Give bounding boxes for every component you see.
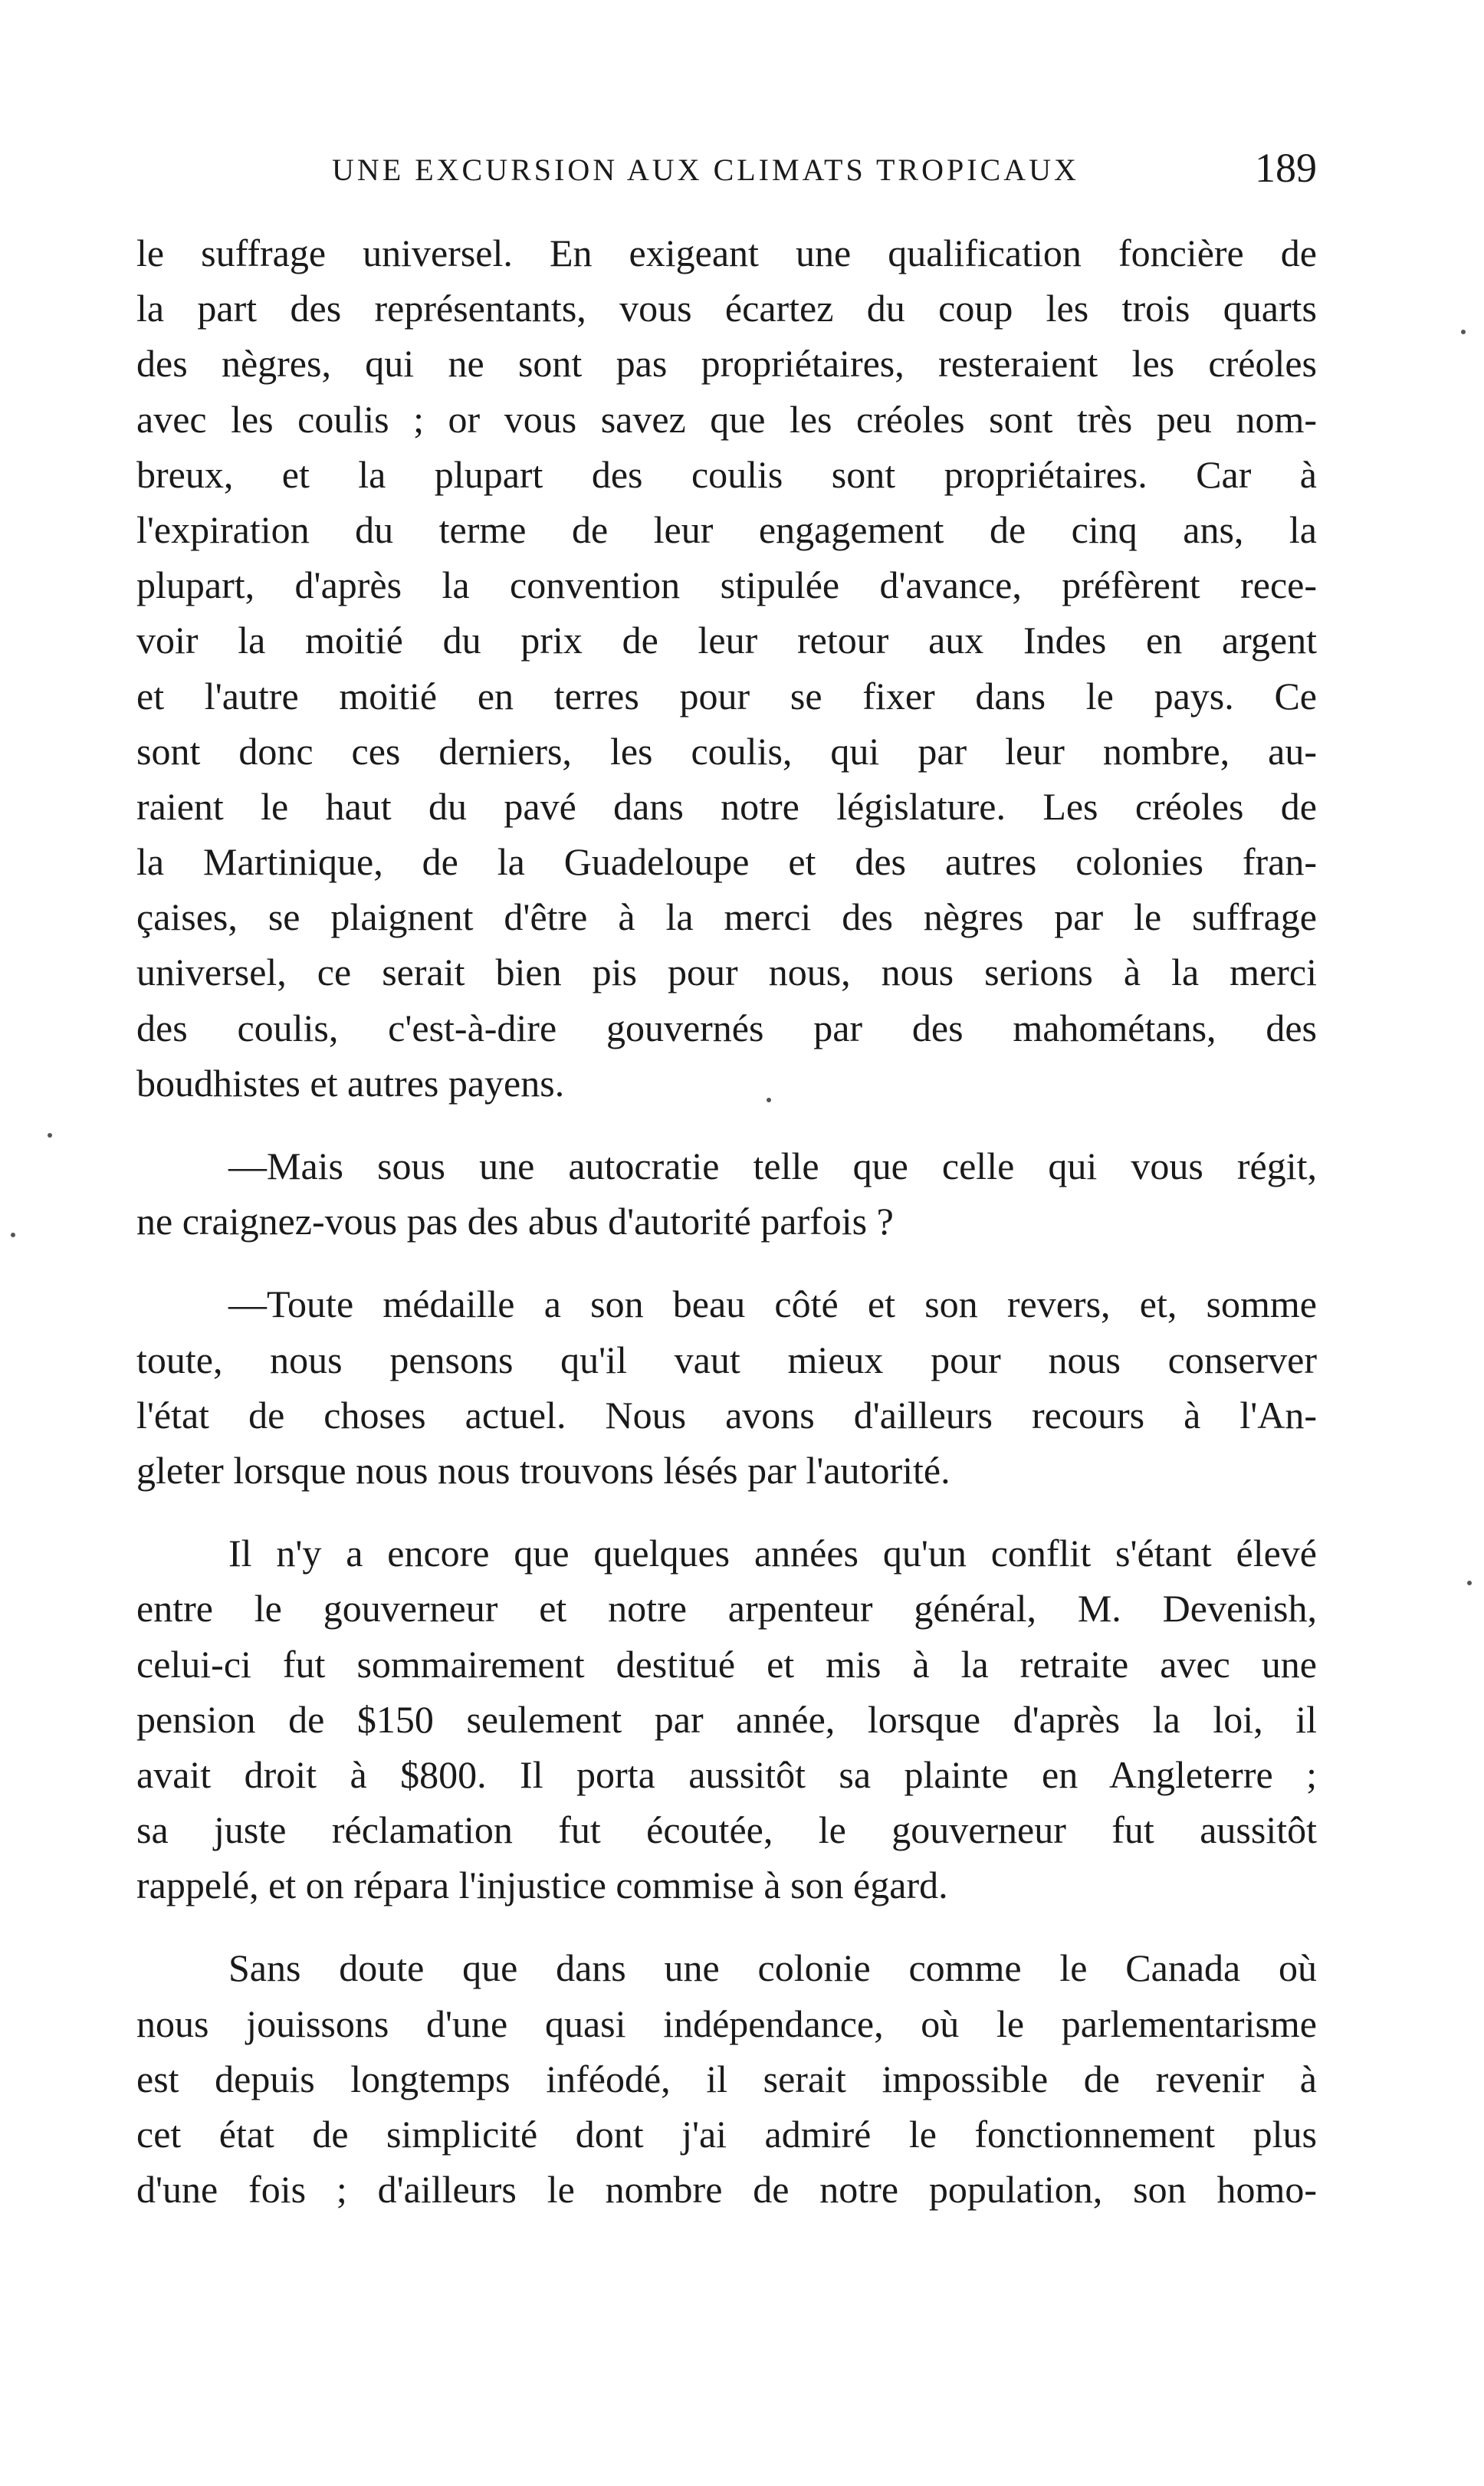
paragraph-gap — [136, 1249, 1317, 1276]
scan-speck — [11, 1233, 15, 1237]
text-line: —Toute médaille a son beau côté et son revers, et, somme — [228, 1282, 1317, 1326]
text-line: ne craignez-vous pas des abus d'autorité parfois ? — [136, 1200, 894, 1243]
paragraph-gap — [136, 1913, 1317, 1940]
text-line: plupart, d'après la convention stipulée d'avance, préfèrent rece- — [136, 563, 1317, 607]
scan-speck — [1461, 330, 1466, 334]
text-line: celui-ci fut sommairement destitué et mis à la retraite avec une — [136, 1642, 1317, 1686]
running-title: UNE EXCURSION AUX CLIMATS TROPICAUX — [332, 153, 1079, 187]
paragraph — [136, 1525, 1317, 1913]
text-line: nous jouissons d'une quasi indépendance, où le parlementarisme — [136, 2002, 1317, 2045]
text-line: le suffrage universel. En exigeant une qualification foncière de — [136, 232, 1317, 274]
scan-speck — [767, 1098, 771, 1102]
paragraph — [136, 1138, 1317, 1249]
text-line: Il n'y a encore que quelques années qu'un conflit s'étant élevé — [228, 1532, 1317, 1575]
text-line: gleter lorsque nous nous trouvons lésés par l'autorité. — [136, 1448, 950, 1492]
text-line: universel, ce serait bien pis pour nous, nous serions à la merci — [136, 951, 1317, 994]
text-line: et l'autre moitié en terres pour se fixer dans le pays. Ce — [136, 674, 1317, 718]
text-line: cet état de simplicité dont j'ai admiré le fonctionnement plus — [136, 2113, 1317, 2156]
text-line: —Mais sous une autocratie telle que celle qui vous régit, — [228, 1144, 1317, 1187]
text-line: la Martinique, de la Guadeloupe et des autres colonies fran- — [136, 840, 1317, 884]
text-line: avec les coulis ; or vous savez que les créoles sont très peu nom- — [136, 397, 1317, 441]
text-line: sont donc ces derniers, les coulis, qui par leur nombre, au- — [136, 729, 1317, 773]
text-line: est depuis longtemps inféodé, il serait impossible de revenir à — [136, 2057, 1317, 2100]
text-line: breux, et la plupart des coulis sont propriétaires. Car à — [136, 452, 1317, 496]
paragraph — [136, 225, 1317, 1111]
text-line: avait droit à $800. Il porta aussitôt sa plainte en Angleterre ; — [136, 1752, 1317, 1796]
text-line: rappelé, et on répara l'injustice commise à son égard. — [136, 1864, 948, 1907]
text-line: çaises, se plaignent d'être à la merci des nègres par le suffrage — [136, 895, 1317, 939]
text-line: l'expiration du terme de leur engagement de cinq ans, la — [136, 507, 1317, 551]
paragraph — [136, 1276, 1317, 1498]
text-line: sa juste réclamation fut écoutée, le gouverneur fut aussitôt — [136, 1808, 1317, 1852]
text-line: Sans doute que dans une colonie comme le Canada où — [228, 1946, 1317, 1990]
paragraph-gap — [136, 1111, 1317, 1138]
text-line: la part des représentants, vous écartez du coup les trois quarts — [136, 287, 1317, 330]
text-line: boudhistes et autres payens. — [136, 1061, 565, 1105]
text-line: des coulis, c'est-à-dire gouvernés par des mahométans, des — [136, 1006, 1317, 1049]
running-header — [136, 144, 1317, 198]
body-text — [136, 225, 1317, 2217]
text-line: d'une fois ; d'ailleurs le nombre de notre population, son homo- — [136, 2168, 1317, 2212]
text-line: toute, nous pensons qu'il vaut mieux pour nous conserver — [136, 1338, 1317, 1381]
paragraph — [136, 1940, 1317, 2217]
text-line: raient le haut du pavé dans notre législature. Les créoles de — [136, 784, 1317, 828]
text-line: voir la moitié du prix de leur retour aux Indes en argent — [136, 619, 1317, 662]
paragraph-gap — [136, 1498, 1317, 1525]
text-line: l'état de choses actuel. Nous avons d'ailleurs recours à l'An- — [136, 1393, 1317, 1437]
text-line: des nègres, qui ne sont pas propriétaires, resteraient les créoles — [136, 342, 1317, 386]
scan-speck — [48, 1133, 52, 1138]
text-line: entre le gouverneur et notre arpenteur général, M. Devenish, — [136, 1587, 1317, 1631]
text-line: pension de $150 seulement par année, lorsque d'après la loi, il — [136, 1697, 1317, 1741]
page-number: 189 — [1255, 145, 1317, 191]
scan-speck — [1467, 1581, 1472, 1585]
